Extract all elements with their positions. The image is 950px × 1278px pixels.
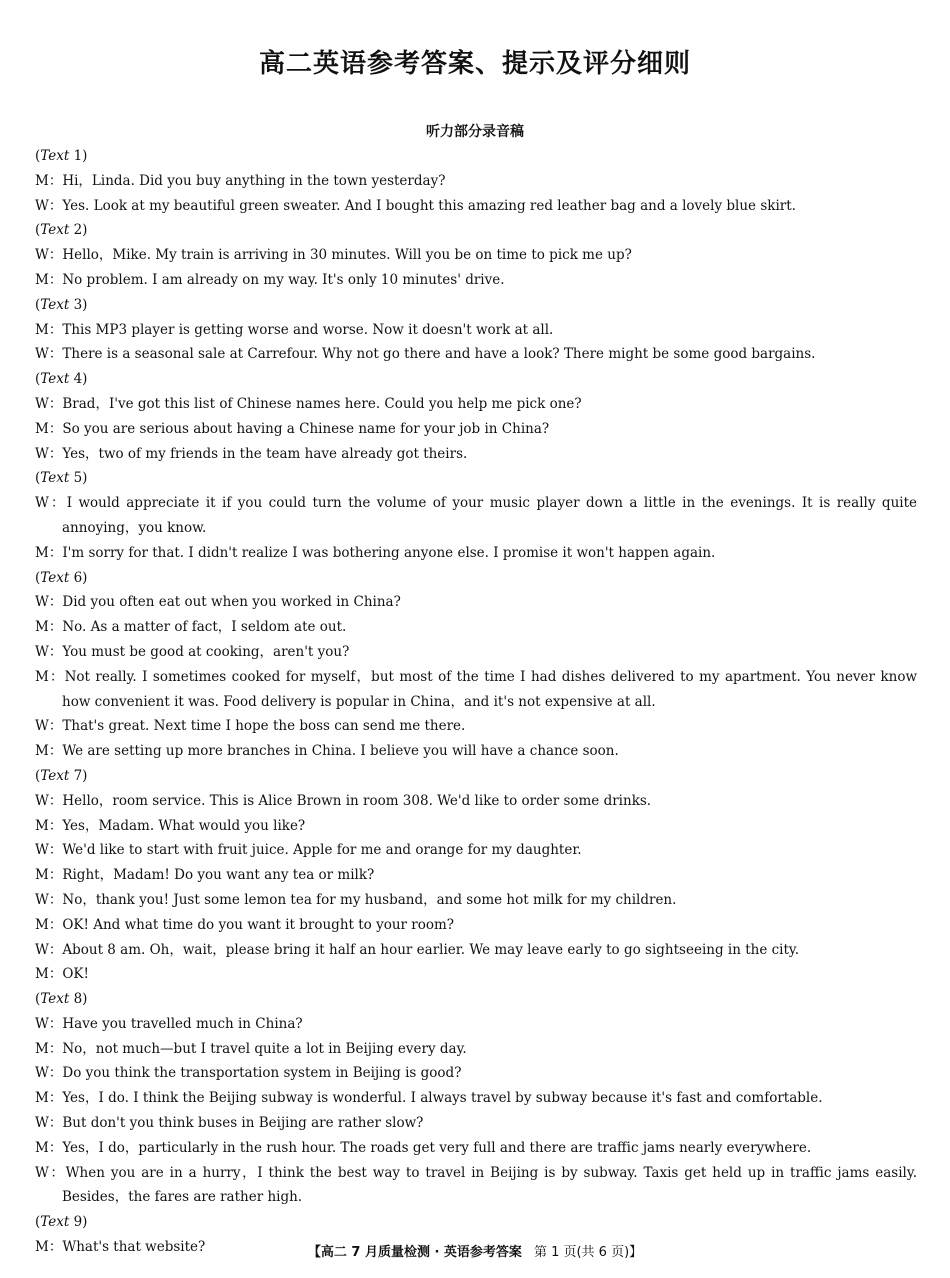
dialogue-line: M：I'm sorry for that. I didn't realize I was bothering anyone else. I promise it won't happen again. (35, 544, 716, 561)
section-title: 听力部分录音稿 (426, 124, 524, 140)
dialogue-line: W：I would appreciate it if you could turn the volume of your music player down a little in the evenings. It is really quite annoying，you know. (35, 495, 917, 536)
label-paren-close: ) (82, 222, 88, 239)
text-section-label (35, 566, 917, 591)
label-word: Text (40, 991, 70, 1008)
text-section-label (35, 466, 917, 491)
page-footer (0, 1243, 950, 1263)
dialogue-line: W：That's great. Next time I hope the boss can send me there. (35, 718, 466, 735)
dialogue-line: M：So you are serious about having a Chinese name for your job in China? (35, 420, 550, 437)
label-paren-open: ( (35, 991, 41, 1008)
label-paren-close: ) (82, 1214, 88, 1231)
label-word: Text (40, 222, 70, 239)
dialogue-line: W：Did you often eat out when you worked in China? (35, 594, 401, 611)
dialogue-line: M：No. As a matter of fact，I seldom ate out. (35, 619, 347, 636)
label-number: 7 (73, 767, 83, 784)
footer-page-number: 第 1 页(共 6 页)】 (533, 1245, 643, 1260)
dialogue-line: M：OK! And what time do you want it brought to your room? (35, 916, 455, 933)
dialogue-line: W：But don't you think buses in Beijing are rather slow? (35, 1115, 424, 1132)
label-paren-open: ( (35, 470, 41, 487)
label-number: 6 (73, 569, 83, 586)
dialogue-line: M：We are setting up more branches in China. I believe you will have a chance soon. (35, 743, 619, 760)
label-paren-open: ( (35, 296, 41, 313)
label-paren-open: ( (35, 148, 41, 164)
dialogue-line: W：Hello，room service. This is Alice Brown in room 308. We'd like to order some drinks. (35, 792, 652, 809)
dialogue-line: W：Hello，Mike. My train is arriving in 30 minutes. Will you be on time to pick me up? (35, 247, 632, 264)
label-paren-close: ) (82, 470, 88, 487)
document-title: 高二英语参考答案、提示及评分细则 (258, 49, 691, 79)
label-paren-open: ( (35, 222, 41, 239)
dialogue-line: W：No，thank you! Just some lemon tea for my husband，and some hot milk for my children. (35, 891, 677, 908)
label-number: 2 (73, 222, 83, 239)
label-paren-open: ( (35, 1214, 41, 1231)
dialogue-line: W：We'd like to start with fruit juice. Apple for me and orange for my daughter. (35, 842, 582, 859)
label-word: Text (40, 371, 70, 388)
label-paren-open: ( (35, 371, 41, 388)
dialogue-line: M：Right，Madam! Do you want any tea or milk? (35, 867, 375, 884)
listening-transcript (35, 144, 917, 1260)
text-section-label (35, 1210, 917, 1235)
text-section-label (35, 218, 917, 243)
label-number: 5 (73, 470, 83, 487)
label-word: Text (40, 767, 70, 784)
dialogue-line: W：About 8 am. Oh，wait，please bring it half an hour earlier. We may leave early to go sightseeing in the city. (35, 941, 800, 958)
dialogue-line: M：Yes，I do，particularly in the rush hour. The roads get very full and there are traffic jams nearly everywhere. (35, 1139, 812, 1156)
dialogue-line: M：Yes，I do. I think the Beijing subway is wonderful. I always travel by subway because it's fast and comfortable. (35, 1090, 823, 1107)
label-word: Text (40, 569, 70, 586)
dialogue-line: W：Do you think the transportation system in Beijing is good? (35, 1065, 462, 1082)
label-paren-close: ) (82, 148, 88, 164)
dialogue-line: M：Yes，Madam. What would you like? (35, 817, 306, 834)
dialogue-line: W：Brad，I've got this list of Chinese names here. Could you help me pick one? (35, 395, 582, 412)
label-number: 1 (73, 148, 83, 164)
text-section-label (35, 144, 917, 169)
label-number: 3 (73, 296, 83, 313)
label-number: 4 (73, 371, 83, 388)
dialogue-line: M：Not really. I sometimes cooked for myself，but most of the time I had dishes delivered to my apartment. You never know how convenient it was. Food delivery is popular in China，and it's not expensive at all. (35, 668, 917, 710)
text-section-label (35, 293, 917, 318)
text-section-label (35, 764, 917, 789)
label-word: Text (40, 470, 70, 487)
dialogue-line: M：Hi，Linda. Did you buy anything in the town yesterday? (35, 172, 446, 189)
label-word: Text (40, 296, 70, 313)
text-section-label (35, 367, 917, 392)
dialogue-line: W：You must be good at cooking，aren't you? (35, 643, 350, 660)
label-paren-close: ) (82, 991, 88, 1008)
label-paren-close: ) (82, 296, 88, 313)
dialogue-line: W：When you are in a hurry，I think the best way to travel in Beijing is by subway. Taxis get held up in traffic jams easily. Besides，the fares are rather high. (35, 1164, 917, 1206)
dialogue-line: M：This MP3 player is getting worse and worse. Now it doesn't work at all. (35, 321, 554, 338)
dialogue-line: M：No problem. I am already on my way. It's only 10 minutes' drive. (35, 271, 505, 288)
label-paren-open: ( (35, 569, 41, 586)
dialogue-line: M：What's that website? (35, 1239, 206, 1256)
dialogue-line: M：No，not much—but I travel quite a lot in Beijing every day. (35, 1040, 467, 1057)
label-paren-close: ) (82, 569, 88, 586)
dialogue-line: W：Yes. Look at my beautiful green sweater. And I bought this amazing red leather bag and a lovely blue skirt. (35, 197, 796, 214)
label-number: 9 (73, 1214, 83, 1231)
label-paren-close: ) (82, 371, 88, 388)
text-section-label (35, 987, 917, 1012)
dialogue-line: W：There is a seasonal sale at Carrefour. Why not go there and have a look? There might be some good bargains. (35, 346, 816, 363)
dialogue-line: M：OK! (35, 966, 89, 983)
dialogue-line: W：Yes，two of my friends in the team have already got theirs. (35, 445, 468, 462)
dialogue-line: W：Have you travelled much in China? (35, 1015, 303, 1032)
label-paren-open: ( (35, 767, 41, 784)
footer-title: 【高二 7 月质量检测 · 英语参考答案 (307, 1245, 522, 1260)
label-number: 8 (73, 991, 83, 1008)
label-word: Text (40, 1214, 70, 1231)
label-paren-close: ) (82, 767, 88, 784)
label-word: Text (40, 148, 70, 164)
